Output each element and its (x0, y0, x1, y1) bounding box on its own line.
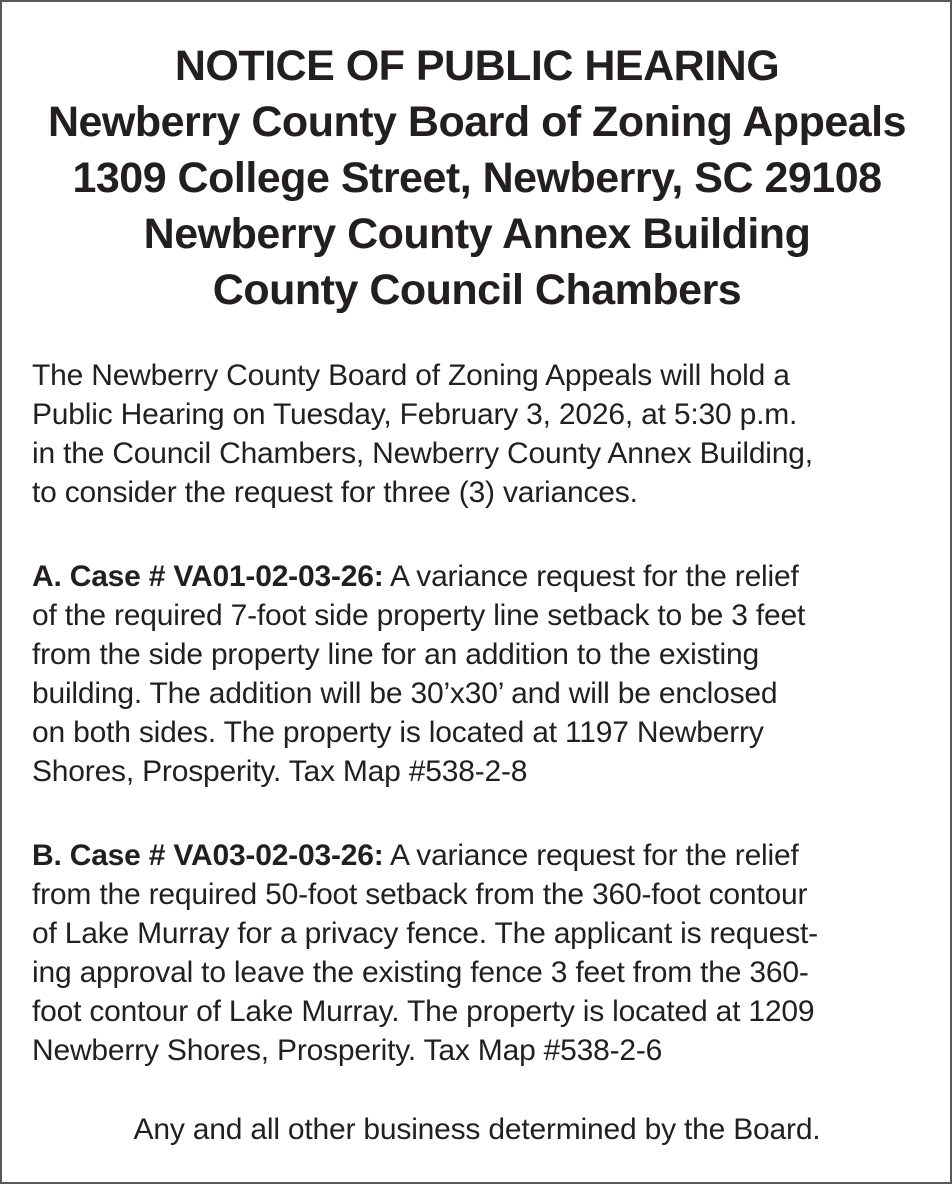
case-b-first-line-rest: A variance request for the relief (383, 839, 799, 872)
case-a-label: A. Case # VA01-02-03-26: (32, 560, 384, 593)
text-line: Public Hearing on Tuesday, February 3, 2026, at 5:30 p.m. (32, 398, 798, 431)
text-line: foot contour of Lake Murray. The property is located at 1209 (32, 995, 815, 1028)
text-line: of Lake Murray for a privacy fence. The applicant is request- (32, 917, 818, 950)
notice-title: NOTICE OF PUBLIC HEARING (174, 42, 780, 90)
case-b-first-line (32, 836, 922, 875)
room-name: County Council Chambers (212, 266, 742, 314)
text-line: ing approval to leave the existing fence 3 feet from the 360- (32, 956, 809, 989)
intro-paragraph (32, 356, 922, 512)
text-line: in the Council Chambers, Newberry County Annex Building, (32, 437, 813, 470)
text-line: Newberry Shores, Prosperity. Tax Map #538-2-6 (32, 1034, 663, 1067)
text-line: to consider the request for three (3) variances. (32, 476, 638, 509)
closing-line: Any and all other business determined by the Board. (133, 1113, 821, 1146)
text-line: from the side property line for an addition to the existing (32, 638, 759, 671)
building-name: Newberry County Annex Building (143, 210, 811, 258)
case-a-first-line-rest: A variance request for the relief (383, 560, 799, 593)
text-line: from the required 50-foot setback from the 360-foot contour (32, 878, 808, 911)
text-line: The Newberry County Board of Zoning Appeals will hold a (32, 359, 790, 392)
text-line: of the required 7-foot side property line setback to be 3 feet (32, 599, 806, 632)
case-b-paragraph (32, 836, 922, 1070)
text-line: Shores, Prosperity. Tax Map #538-2-8 (32, 755, 528, 788)
board-name: Newberry County Board of Zoning Appeals (47, 98, 907, 146)
case-a-first-line (32, 557, 922, 596)
case-b-body (32, 875, 922, 1070)
text-line: on both sides. The property is located at 1197 Newberry (32, 716, 764, 749)
case-a-body (32, 596, 922, 791)
case-a-paragraph (32, 557, 922, 791)
street-address: 1309 College Street, Newberry, SC 29108 (72, 154, 882, 202)
text-line: building. The addition will be 30’x30’ and will be enclosed (32, 677, 778, 710)
case-b-label: B. Case # VA03-02-03-26: (32, 839, 384, 872)
notice-header (32, 38, 922, 318)
